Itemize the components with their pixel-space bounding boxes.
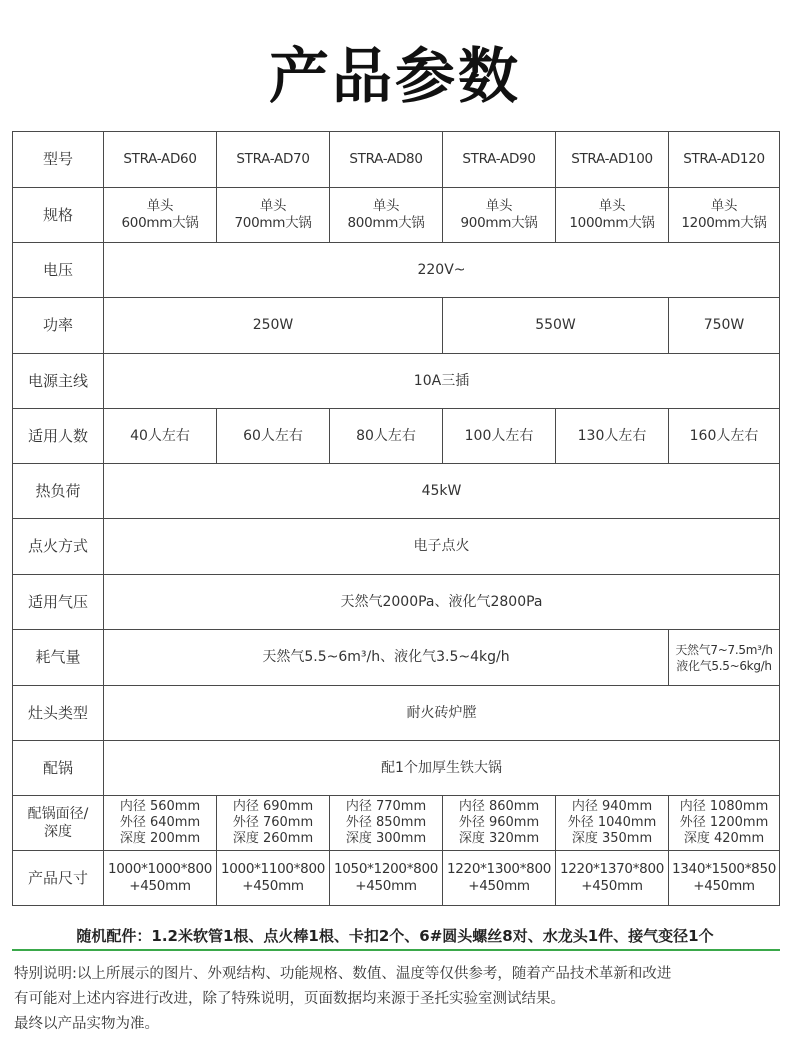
model-cell: STRA-AD100	[556, 132, 669, 188]
note-line: 特别说明:以上所展示的图片、外观结构、功能规格、数值、温度等仅供参考，随着产品技术革新和改进	[14, 966, 672, 982]
table-row-spec	[13, 188, 780, 243]
table-row-people	[13, 409, 780, 464]
row-label: 配锅	[13, 741, 104, 796]
pot-size-cell: 内径 860mm 外径 960mm 深度 320mm	[443, 796, 556, 851]
table-row-model	[13, 132, 780, 188]
spec-cell: 单头 600mm大锅	[104, 188, 217, 243]
voltage-cell: 220V~	[104, 243, 780, 298]
row-label: 灶头类型	[13, 686, 104, 741]
table-row-cable	[13, 354, 780, 409]
row-label: 功率	[13, 298, 104, 354]
model-cell: STRA-AD120	[669, 132, 780, 188]
model-cell: STRA-AD70	[217, 132, 330, 188]
row-label: 产品尺寸	[13, 851, 104, 906]
pot-size-cell: 内径 690mm 外径 760mm 深度 260mm	[217, 796, 330, 851]
people-cell: 160人左右	[669, 409, 780, 464]
pot-size-cell: 内径 940mm 外径 1040mm 深度 350mm	[556, 796, 669, 851]
dimensions-cell: 1050*1200*800 +450mm	[330, 851, 443, 906]
row-label: 规格	[13, 188, 104, 243]
table-row-gas-pressure	[13, 575, 780, 630]
dimensions-cell: 1340*1500*850 +450mm	[669, 851, 780, 906]
burner-cell: 耐火砖炉膛	[104, 686, 780, 741]
people-cell: 40人左右	[104, 409, 217, 464]
power-cell: 250W	[104, 298, 443, 354]
pot-size-cell: 内径 1080mm 外径 1200mm 深度 420mm	[669, 796, 780, 851]
accent-divider	[12, 949, 780, 951]
page-title: 产品参数	[269, 42, 521, 112]
spec-table	[12, 131, 780, 906]
note-line: 最终以产品实物为准。	[14, 1016, 159, 1032]
model-cell: STRA-AD90	[443, 132, 556, 188]
people-cell: 60人左右	[217, 409, 330, 464]
cable-cell: 10A三插	[104, 354, 780, 409]
table-row-pot-size	[13, 796, 780, 851]
row-label: 热负荷	[13, 464, 104, 519]
people-cell: 130人左右	[556, 409, 669, 464]
model-cell: STRA-AD80	[330, 132, 443, 188]
row-label: 配锅面径/ 深度	[13, 796, 104, 851]
table-row-burner	[13, 686, 780, 741]
pot-size-cell: 内径 560mm 外径 640mm 深度 200mm	[104, 796, 217, 851]
spec-cell: 单头 700mm大锅	[217, 188, 330, 243]
row-label: 电压	[13, 243, 104, 298]
row-label: 适用气压	[13, 575, 104, 630]
dimensions-cell: 1220*1370*800 +450mm	[556, 851, 669, 906]
model-cell: STRA-AD60	[104, 132, 217, 188]
accessories-text: 随机配件：1.2米软管1根、点火棒1根、卡扣2个、6#圆头螺丝8对、水龙头1件、接气变径1个	[76, 927, 714, 945]
disclaimer-note	[14, 962, 784, 1037]
spec-cell: 单头 900mm大锅	[443, 188, 556, 243]
ignition-cell: 电子点火	[104, 519, 780, 575]
pot-cell: 配1个加厚生铁大锅	[104, 741, 780, 796]
row-label: 型号	[13, 132, 104, 188]
heat-load-cell: 45kW	[104, 464, 780, 519]
dimensions-cell: 1220*1300*800 +450mm	[443, 851, 556, 906]
power-cell: 550W	[443, 298, 669, 354]
dimensions-cell: 1000*1100*800 +450mm	[217, 851, 330, 906]
table-row-power	[13, 298, 780, 354]
consumption-cell-last: 天然气7~7.5m³/h 液化气5.5~6kg/h	[669, 630, 780, 686]
row-label: 适用人数	[13, 409, 104, 464]
table-row-dimensions	[13, 851, 780, 906]
consumption-cell: 天然气5.5~6m³/h、液化气3.5~4kg/h	[104, 630, 669, 686]
row-label: 电源主线	[13, 354, 104, 409]
table-row-voltage	[13, 243, 780, 298]
spec-cell: 单头 800mm大锅	[330, 188, 443, 243]
table-row-ignition	[13, 519, 780, 575]
dimensions-cell: 1000*1000*800 +450mm	[104, 851, 217, 906]
power-cell: 750W	[669, 298, 780, 354]
table-row-consumption	[13, 630, 780, 686]
table-row-pot	[13, 741, 780, 796]
table-row-heat-load	[13, 464, 780, 519]
row-label: 点火方式	[13, 519, 104, 575]
people-cell: 100人左右	[443, 409, 556, 464]
pot-size-cell: 内径 770mm 外径 850mm 深度 300mm	[330, 796, 443, 851]
row-label: 耗气量	[13, 630, 104, 686]
spec-cell: 单头 1000mm大锅	[556, 188, 669, 243]
note-line: 有可能对上述内容进行改进，除了特殊说明，页面数据均来源于圣托实验室测试结果。	[14, 991, 565, 1007]
spec-cell: 单头 1200mm大锅	[669, 188, 780, 243]
gas-pressure-cell: 天然气2000Pa、液化气2800Pa	[104, 575, 780, 630]
people-cell: 80人左右	[330, 409, 443, 464]
